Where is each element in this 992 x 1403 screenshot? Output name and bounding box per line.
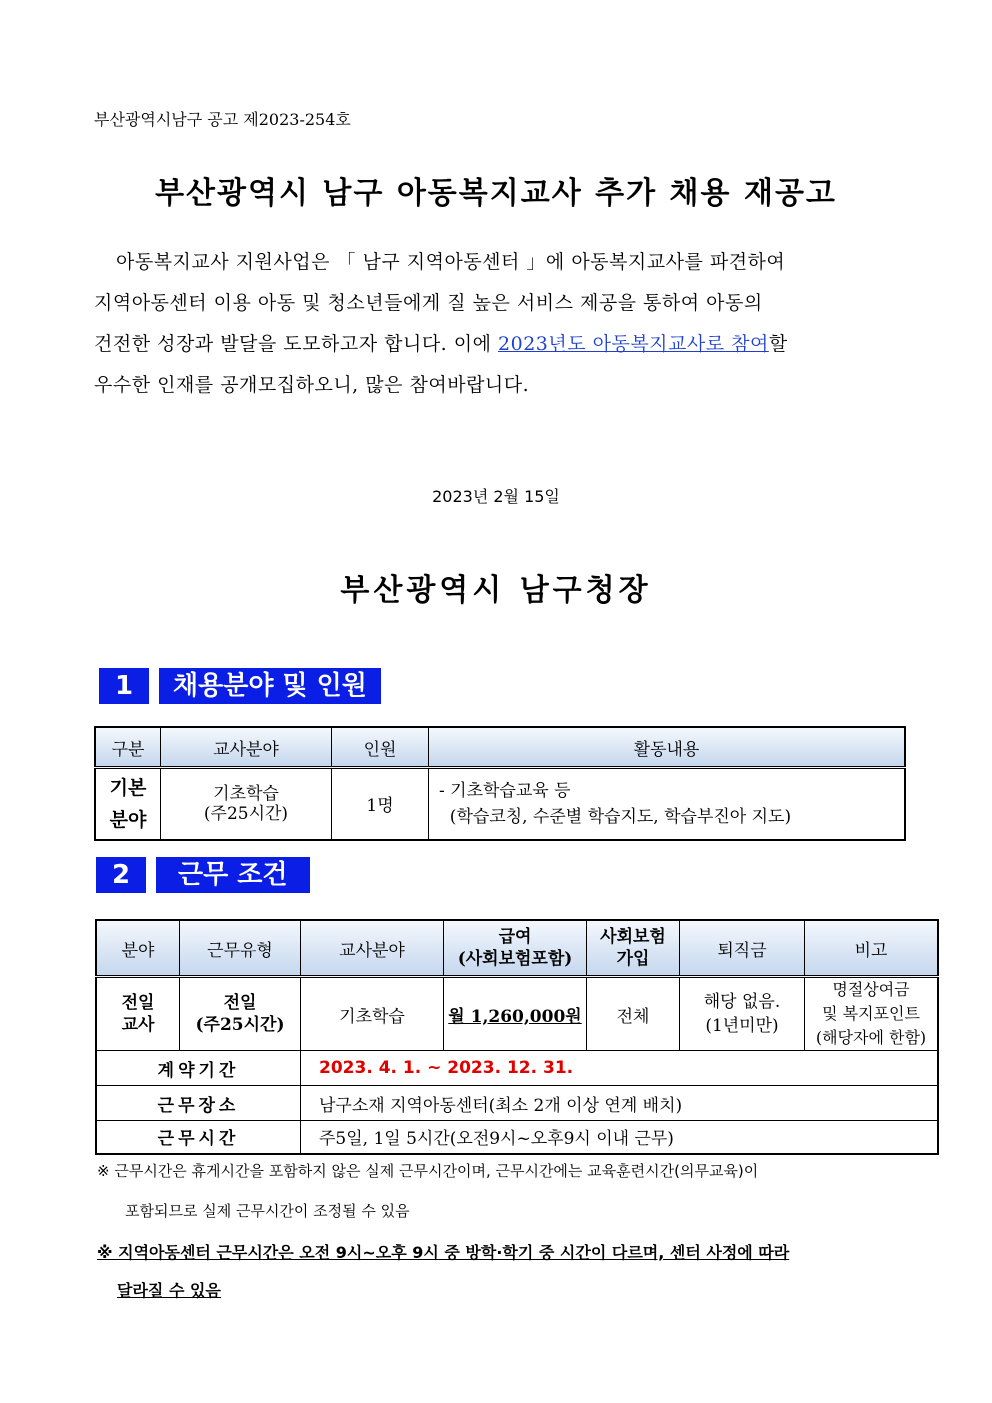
- intro-line-4: 우수한 인재를 공개모집하오니, 많은 참여바랍니다.: [94, 374, 530, 396]
- section-2-title: 근무 조건: [156, 857, 310, 893]
- page-title: 부산광역시 남구 아동복지교사 추가 채용 재공고: [155, 176, 837, 211]
- category-cell: 기본 분야: [95, 768, 161, 840]
- table-header: 퇴직금: [680, 920, 805, 977]
- intro-line-3-text: 건전한 성장과 발달을 도모하고자 합니다. 이에: [94, 333, 499, 355]
- count-cell: 1명: [332, 768, 429, 840]
- section-1-header: [99, 668, 381, 704]
- section-2-header: [96, 857, 310, 893]
- activity-cell: - 기초학습교육 등 (학습코칭, 수준별 학습지도, 학습부진아 지도): [429, 768, 906, 840]
- issuer-name: 부산광역시 남구청장: [340, 573, 652, 608]
- section-1-number: 1: [99, 668, 149, 704]
- place-value: 남구소재 지역아동센터(최소 2개 이상 연계 배치): [301, 1086, 939, 1121]
- contract-value: 2023. 4. 1. ~ 2023. 12. 31.: [301, 1051, 939, 1086]
- salary-cell: 월 1,260,000원: [444, 977, 587, 1051]
- table-header: 분야: [96, 920, 180, 977]
- severance-cell: 해당 없음. (1년미만): [680, 977, 805, 1051]
- remarks-cell: 명절상여금 및 복지포인트 (해당자에 한함): [805, 977, 939, 1051]
- hours-value: 주5일, 1일 5시간(오전9시~오후9시 이내 근무): [301, 1121, 939, 1154]
- note-2-line-1: ※ 지역아동센터 근무시간은 오전 9시~오후 9시 중 방학·학기 중 시간이 다르며, 센터 사정에 따라: [97, 1243, 790, 1262]
- intro-line-2: 지역아동센터 이용 아동 및 청소년들에게 질 높은 서비스 제공을 통하여 아동의: [94, 292, 763, 314]
- table-header: 근무유형: [180, 920, 301, 977]
- intro-line-3-end: 할: [768, 333, 788, 355]
- notice-number: 부산광역시남구 공고 제2023-254호: [94, 110, 351, 129]
- hours-label: 근무시간: [96, 1121, 301, 1154]
- note-1-line-2: 포함되므로 실제 근무시간이 조정될 수 있음: [125, 1202, 410, 1220]
- insurance-cell: 전체: [587, 977, 680, 1051]
- place-label: 근무장소: [96, 1086, 301, 1121]
- table-header: 급여 (사회보험포함): [444, 920, 587, 977]
- note-1-line-1: ※ 근무시간은 휴게시간을 포함하지 않은 실제 근무시간이며, 근무시간에는 교육훈련시간(의무교육)이: [97, 1162, 759, 1180]
- participation-link[interactable]: 2023년도 아동복지교사로 참여: [498, 333, 769, 355]
- table-header: 활동내용: [429, 727, 906, 768]
- table-header: 교사분야: [301, 920, 444, 977]
- intro-line-1: 아동복지교사 지원사업은 「 남구 지역아동센터 」에 아동복지교사를 파견하여: [116, 251, 786, 273]
- contract-label: 계약기간: [96, 1051, 301, 1086]
- intro-line-3: [94, 324, 900, 365]
- field-cell: 전일 교사: [96, 977, 180, 1051]
- teacher-field-cell: 기초학습: [301, 977, 444, 1051]
- note-2-line-2: 달라질 수 있음: [117, 1281, 221, 1300]
- table-header: 구분: [95, 727, 161, 768]
- type-cell: 전일 (주25시간): [180, 977, 301, 1051]
- section-1-title: 채용분야 및 인원: [159, 668, 381, 704]
- work-conditions-table: [95, 919, 939, 1155]
- field-cell: 기초학습 (주25시간): [161, 768, 332, 840]
- section-2-number: 2: [96, 857, 146, 893]
- recruitment-table: [94, 726, 906, 841]
- notice-date: 2023년 2월 15일: [432, 487, 560, 506]
- table-header: 비고: [805, 920, 939, 977]
- table-header: 교사분야: [161, 727, 332, 768]
- table-header: 인원: [332, 727, 429, 768]
- intro-paragraph: [94, 242, 900, 406]
- table-header: 사회보험 가입: [587, 920, 680, 977]
